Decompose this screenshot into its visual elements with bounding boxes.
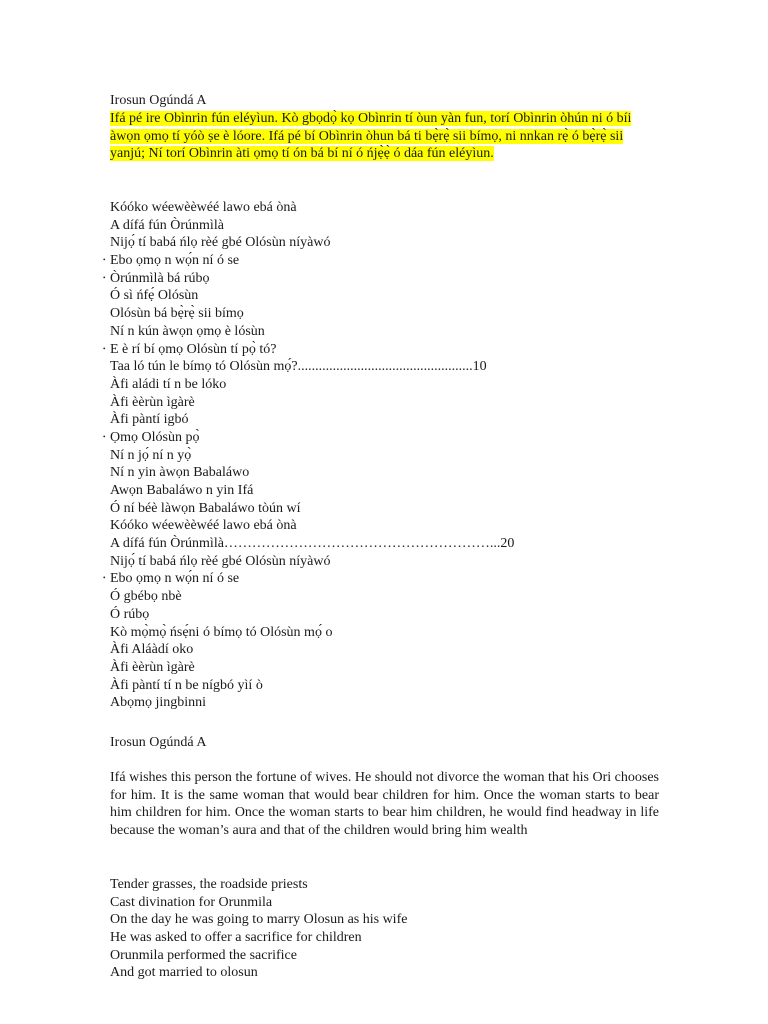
bullet-mark: •	[103, 256, 106, 265]
verse-line	[110, 199, 660, 217]
bullet-mark: •	[103, 273, 106, 282]
verse-line	[110, 217, 660, 235]
verse-line	[110, 500, 660, 518]
verse-line-text: Nijọ́ tí babá ńlọ rèé gbé Olósùn níyàwó	[110, 235, 331, 251]
verse-line	[110, 606, 660, 624]
verse-line	[110, 553, 660, 571]
verse-line	[110, 464, 660, 482]
verse-line	[110, 482, 660, 500]
verse-line	[110, 411, 660, 429]
verse-line-text: Kóóko wéewèèwéé lawo ebá ònà	[110, 200, 297, 215]
section-title-english: Irosun Ogúndá A	[110, 735, 207, 750]
verse-line-text: Àfi Aláàdí oko	[110, 642, 194, 658]
english-verse-line: On the day he was going to marry Olosun as his wife	[110, 912, 408, 928]
verse-line	[110, 677, 660, 695]
bullet-mark: •	[103, 344, 106, 353]
verse-line-text: Kò mọ̀mọ̀ ńsẹ́ni ó bímọ tó Olósùn mọ́ o	[110, 624, 333, 640]
verse-line-text: Kóóko wéewèèwéé lawo ebá ònà	[110, 518, 297, 534]
verse-line-text: A dífá fún Òrúnmìlà	[110, 217, 224, 233]
verse-line	[110, 694, 660, 712]
verse-line-text: Ní n yin àwọn Babaláwo	[110, 465, 250, 481]
verse-line-text: Nijọ́ tí babá ńlọ rèé gbé Olósùn níyàwó	[110, 553, 331, 569]
verse-line-text: Ní n kún àwọn ọmọ è lósùn	[110, 323, 265, 339]
verse-line-text: Àfi pàntí tí n be nígbó yìí ò	[110, 677, 263, 693]
english-verse	[110, 876, 660, 982]
verse-line-text: Ó gbébọ nbè	[110, 589, 182, 605]
highlighted-text: Ifá pé ire Obìnrin fún eléyìun. Kò gbọdọ̀ kọ Obìnrin tí òun yàn fun, torí Obìnrin òhún ni ó bíi àwọn ọmọ tí yóò ṣe è lóore. Ifá pé bí Obìnrin òhun bá ti bẹ̀rẹ̀ sii bímọ, ni nnkan rẹ̀ ó bẹ̀rẹ̀ sii yanjú; Ní torí Obìnrin àti ọmọ tí ón bá bí ní ó ńjẹ̀ẹ̀ ó dáa fún eléyìun.	[110, 111, 632, 162]
verse-line-text: Ó sì ńfẹ́ Olósùn	[110, 288, 199, 304]
verse-line	[103, 341, 660, 359]
verse-line	[110, 376, 660, 394]
verse-line	[110, 447, 660, 465]
verse-line	[110, 358, 660, 376]
verse-line	[110, 323, 660, 341]
verse-line-text: A dífá fún Òrúnmìlà…………………………………………………...20	[110, 536, 515, 552]
verse-line	[110, 287, 660, 305]
verse-line-text: Ebo ọmọ n wọ́n ní ó se	[110, 571, 240, 587]
verse-line-text: Àfi aládi tí n be lóko	[110, 376, 227, 392]
verse-line-text: Taa ló tún le bímọ tó Olósùn mọ́?..................................................10	[110, 359, 487, 375]
verse-line-text: Ọmọ Olósùn pọ̀	[110, 429, 200, 445]
verse-line	[110, 305, 660, 323]
verse-line	[110, 394, 660, 412]
highlighted-paragraph	[110, 110, 658, 163]
verse-line-text: E è rí bí ọmọ Olósùn tí pọ̀ tó?	[110, 341, 277, 357]
verse-line	[103, 252, 660, 270]
verse-line	[103, 429, 660, 447]
verse-line-text: Ó ní béè làwọn Babaláwo tòún wí	[110, 500, 301, 516]
verse-line	[110, 588, 660, 606]
verse-line	[110, 624, 660, 642]
verse-line-text: Olósùn bá bẹ̀rẹ̀ sii bímọ	[110, 306, 244, 322]
verse-line-text: Òrúnmìlà bá rúbọ	[110, 270, 210, 286]
bullet-mark: •	[103, 574, 106, 583]
verse-line-text: Ó rúbọ	[110, 606, 150, 622]
verse-line-text: Àfi èèrùn ìgàrè	[110, 394, 195, 410]
english-verse-line: And got married to olosun	[110, 965, 258, 981]
verse-line	[110, 659, 660, 677]
verse-line	[110, 535, 660, 553]
verse-line-text: Àfi èèrùn ìgàrè	[110, 659, 195, 675]
english-verse-line: Tender grasses, the roadside priests	[110, 877, 308, 892]
english-verse-line: He was asked to offer a sacrifice for children	[110, 930, 362, 946]
verse-line	[103, 570, 660, 588]
verse-line	[110, 641, 660, 659]
english-verse-line: Orunmila performed the sacrifice	[110, 947, 297, 963]
verse-line-text: Àfi pàntí igbó	[110, 412, 189, 428]
verse-line	[103, 270, 660, 288]
bullet-mark: •	[103, 432, 106, 441]
english-verse-line: Cast divination for Orunmila	[110, 894, 273, 910]
verse-line-text: Ní n jọ́ ní n yọ̀	[110, 447, 192, 463]
section-title-yoruba: Irosun Ogúndá A	[110, 93, 207, 108]
verse-line-text: Awọn Babaláwo n yin Ifá	[110, 483, 254, 498]
english-paragraph: Ifá wishes this person the fortune of wives. He should not divorce the woman that his Ori chooses for him. It is the same woman that would bear children for him. Once the woman starts to bear him children for him. Once the woman starts to bear him children, he would find headway in life because the woman’s aura and that of the children would bring him wealth	[110, 770, 659, 839]
verse-line	[110, 234, 660, 252]
verse-line-text: Abọmọ jingbinni	[110, 695, 207, 711]
yoruba-verse	[103, 199, 660, 712]
verse-line	[110, 517, 660, 535]
verse-line-text: Ebo ọmọ n wọ́n ní ó se	[110, 253, 240, 269]
